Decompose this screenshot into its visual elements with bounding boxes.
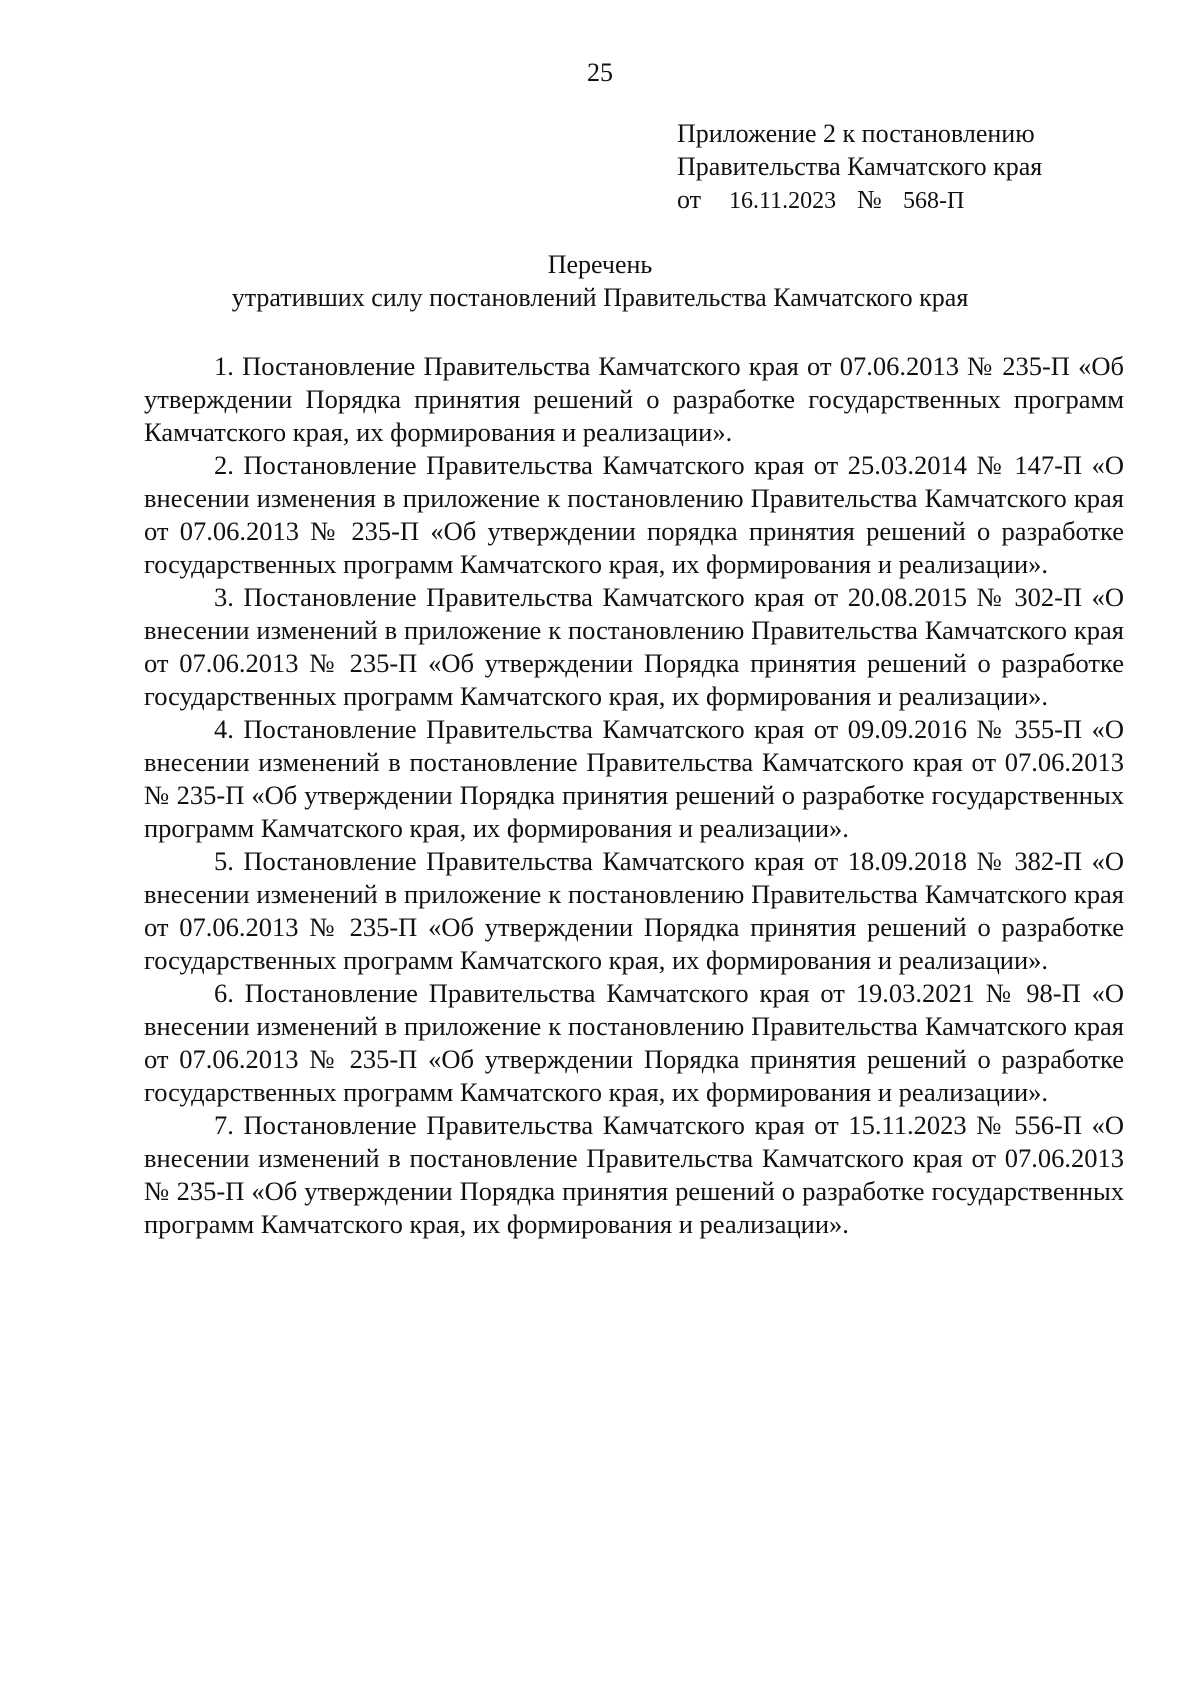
list-item: 4. Постановление Правительства Камчатского края от 09.09.2016 № 355-П «О внесении изменений в постановление Правительства Камчатского края от 07.06.2013 № 235-П «Об утверждении Порядка принятия решений о разработке государственных программ Камчатского края, их формирования и реализации». xyxy=(144,714,1124,843)
heading-subtitle: утративших силу постановлений Правительства Камчатского края xyxy=(231,283,969,312)
list-item: 3. Постановление Правительства Камчатского края от 20.08.2015 № 302-П «О внесении изменений в приложение к постановлению Правительства Камчатского края от 07.06.2013 № 235-П «Об утверждении Порядка принятия решений о разработке государственных программ Камчатского края, их формирования и реализации». xyxy=(144,582,1124,711)
appendix-line-1: Приложение 2 к постановлению xyxy=(677,119,1035,148)
page-number: 25 xyxy=(587,58,613,87)
heading-title: Перечень xyxy=(547,250,653,279)
list-item: 7. Постановление Правительства Камчатского края от 15.11.2023 № 556-П «О внесении изменений в постановление Правительства Камчатского края от 07.06.2013 № 235-П «Об утверждении Порядка принятия решений о разработке государственных программ Камчатского края, их формирования и реализации». xyxy=(144,1110,1124,1239)
list-item: 1. Постановление Правительства Камчатского края от 07.06.2013 № 235-П «Об утверждении Порядка принятия решений о разработке государственных программ Камчатского края, их формирования и реализации». xyxy=(144,351,1124,447)
list-item: 6. Постановление Правительства Камчатского края от 19.03.2021 № 98-П «О внесении изменений в приложение к постановлению Правительства Камчатского края от 07.06.2013 № 235-П «Об утверждении Порядка принятия решений о разработке государственных программ Камчатского края, их формирования и реализации». xyxy=(144,978,1124,1107)
appendix-date: 16.11.2023 xyxy=(729,188,837,214)
document-heading xyxy=(0,248,1200,314)
appendix-decree-ref xyxy=(677,183,1097,218)
appendix-ot-label: от xyxy=(677,185,702,214)
appendix-number: 568-П xyxy=(903,188,965,214)
appendix-number-sign: № xyxy=(857,185,882,214)
appendix-line-2: Правительства Камчатского края xyxy=(677,152,1043,181)
decree-list xyxy=(144,350,1124,1241)
list-item: 2. Постановление Правительства Камчатского края от 25.03.2014 № 147-П «О внесении изменения в приложение к постановлению Правительства Камчатского края от 07.06.2013 № 235-П «Об утверждении порядка принятия решений о разработке государственных программ Камчатского края, их формирования и реализации». xyxy=(144,450,1124,579)
appendix-reference xyxy=(677,117,1097,218)
list-item: 5. Постановление Правительства Камчатского края от 18.09.2018 № 382-П «О внесении изменений в приложение к постановлению Правительства Камчатского края от 07.06.2013 № 235-П «Об утверждении Порядка принятия решений о разработке государственных программ Камчатского края, их формирования и реализации». xyxy=(144,846,1124,975)
